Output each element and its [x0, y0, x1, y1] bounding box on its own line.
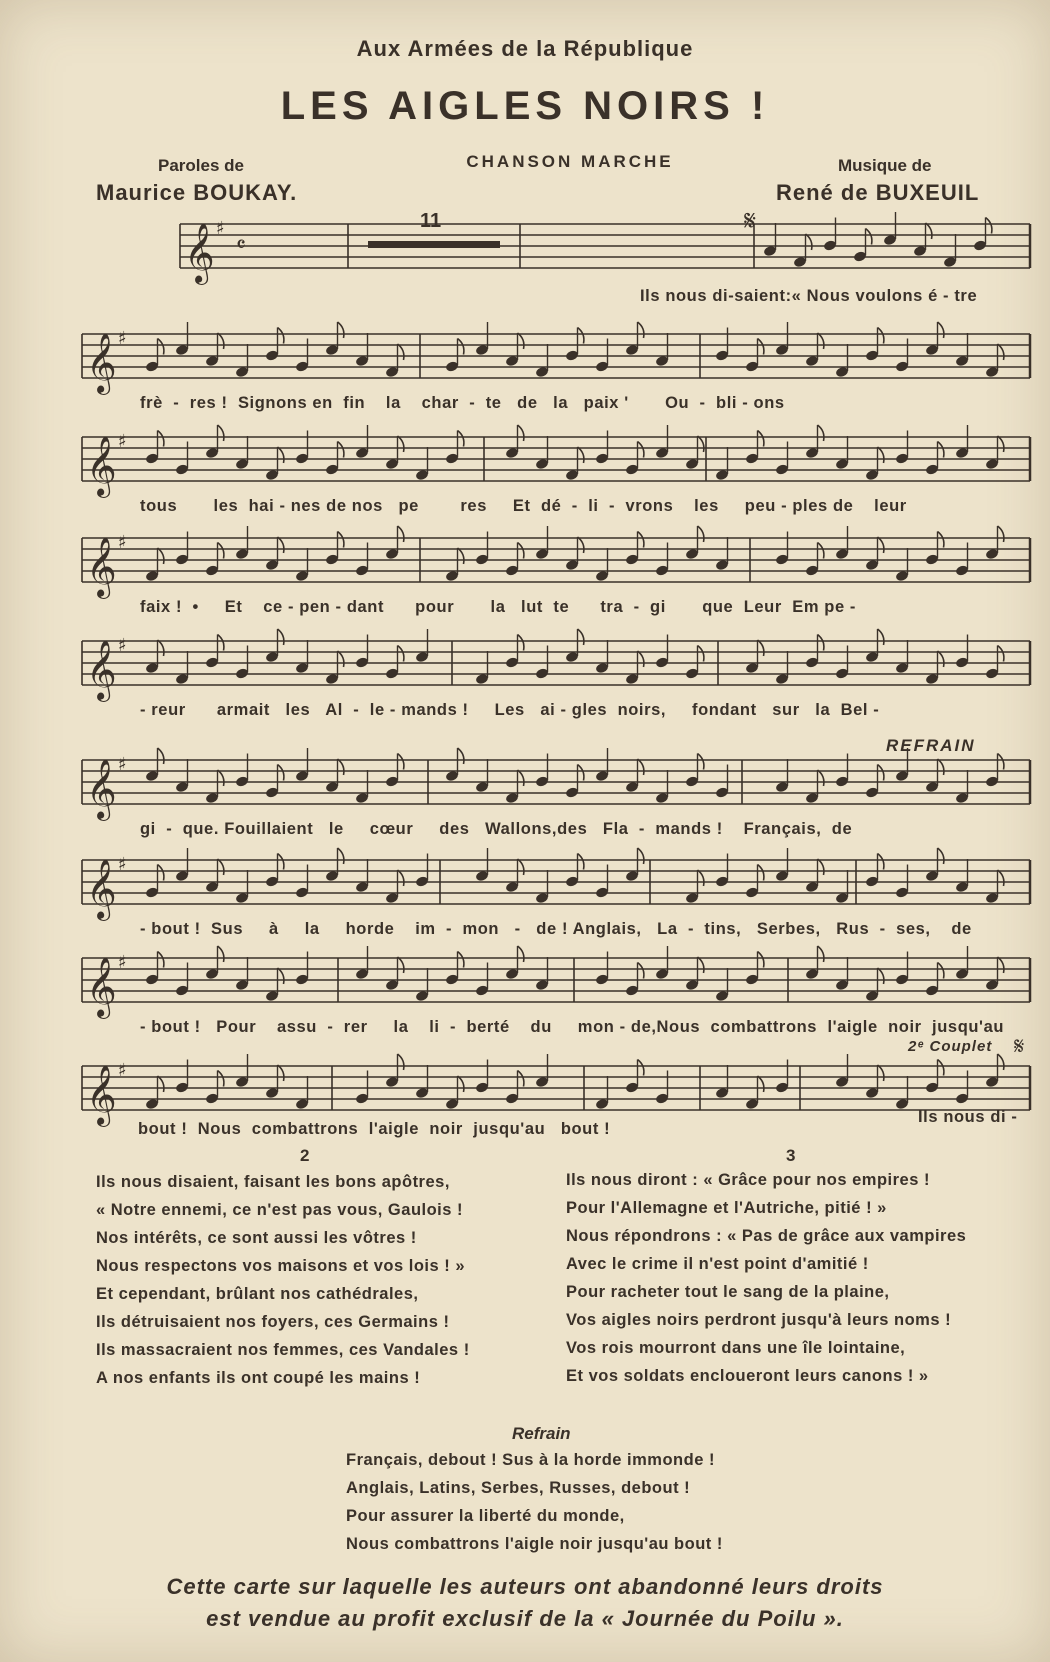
- note-flag: [458, 1076, 464, 1092]
- note-flag: [338, 532, 344, 548]
- note-flag: [998, 957, 1004, 973]
- note-flag: [458, 339, 464, 355]
- multirest-bar: [368, 241, 500, 248]
- key-sharp-icon: ♯: [118, 1060, 127, 1081]
- pickup-lyric: Ils nous di -: [918, 1108, 1018, 1126]
- multirest-count: 11: [420, 210, 442, 232]
- verse-line: Ils nous diront : « Grâce pour nos empires !: [566, 1171, 930, 1189]
- staff-lines: [0, 417, 1050, 507]
- note-flag: [998, 344, 1004, 360]
- note-flag: [998, 870, 1004, 886]
- note-flag: [938, 963, 944, 979]
- note-flag: [638, 532, 644, 548]
- note-flag: [218, 333, 224, 349]
- note-flag: [938, 759, 944, 775]
- staff-lines: [0, 314, 1050, 404]
- key-sharp-icon: ♯: [118, 854, 127, 875]
- verse-line: Vos aigles noirs perdront jusqu'à leurs noms !: [566, 1311, 952, 1329]
- note-flag: [698, 754, 704, 770]
- note-flag: [698, 870, 704, 886]
- genre-label: CHANSON MARCHE: [466, 152, 674, 171]
- note-flag: [938, 848, 944, 864]
- note-flag: [158, 748, 164, 764]
- staff-system: [0, 938, 1050, 1028]
- note-flag: [278, 1065, 284, 1081]
- treble-clef-icon: 𝄞: [86, 859, 117, 919]
- staff-lines: [0, 621, 1050, 711]
- note-flag: [218, 635, 224, 651]
- treble-clef-icon: 𝄞: [86, 759, 117, 819]
- note-flag: [878, 765, 884, 781]
- lyricist-label: Paroles de: [158, 156, 244, 175]
- verse-number-2: 2: [300, 1146, 310, 1165]
- key-sharp-icon: ♯: [118, 532, 127, 553]
- note-flag: [158, 640, 164, 656]
- refrain-line: Français, debout ! Sus à la horde immonde !: [346, 1451, 715, 1469]
- note-flag: [398, 436, 404, 452]
- key-sharp-icon: ♯: [118, 754, 127, 775]
- note-flag: [398, 646, 404, 662]
- note-flag: [458, 952, 464, 968]
- treble-clef-icon: 𝄞: [86, 537, 117, 597]
- note-flag: [218, 770, 224, 786]
- dedication: Aux Armées de la République: [356, 36, 694, 61]
- couplet-marker: 2ᵉ Couplet: [908, 1038, 993, 1055]
- note-flag: [938, 442, 944, 458]
- note-flag: [986, 218, 992, 234]
- refrain-line: Nous combattrons l'aigle noir jusqu'au bout !: [346, 1535, 723, 1553]
- composer-label: Musique de: [838, 156, 932, 175]
- note-flag: [638, 442, 644, 458]
- note-flag: [578, 854, 584, 870]
- key-sharp-icon: ♯: [118, 328, 127, 349]
- composer-name: René de BUXEUIL: [776, 180, 980, 205]
- note-flag: [578, 629, 584, 645]
- note-flag: [398, 870, 404, 886]
- note-flag: [458, 548, 464, 564]
- treble-clef-icon: 𝄞: [86, 436, 117, 496]
- note-flag: [278, 765, 284, 781]
- lyric-line: faix ! • Et ce - pen - dant pour la lut te tra - gi que Leur Em pe -: [140, 598, 857, 616]
- note-flag: [218, 859, 224, 875]
- note-flag: [878, 968, 884, 984]
- lyric-line: frè - res ! Signons en fin la char - te de la paix ' Ou - bli - ons: [140, 394, 785, 412]
- lyric-line: bout ! Nous combattrons l'aigle noir jusqu'au bout !: [138, 1120, 611, 1138]
- footer-line-2: est vendue au profit exclusif de la « Journée du Poilu ».: [206, 1606, 844, 1631]
- note-flag: [338, 322, 344, 338]
- verse-line: Pour racheter tout le sang de la plaine,: [566, 1283, 890, 1301]
- verse-3: [566, 1166, 966, 1390]
- note-flag: [758, 431, 764, 447]
- note-flag: [278, 447, 284, 463]
- note-flag: [518, 425, 524, 441]
- note-flag: [518, 946, 524, 962]
- segno-sign-end: 𝄋: [1014, 1032, 1025, 1060]
- lyricist-name: Maurice BOUKAY.: [96, 180, 298, 205]
- note-flag: [866, 229, 872, 245]
- note-flag: [878, 537, 884, 553]
- lyric-line: tous les hai - nes de nos pe res Et dé - li - vrons les peu - ples de leur: [140, 497, 907, 515]
- note-flag: [938, 1060, 944, 1076]
- note-flag: [398, 754, 404, 770]
- note-flag: [338, 759, 344, 775]
- note-flag: [818, 946, 824, 962]
- note-flag: [278, 629, 284, 645]
- verse-line: « Notre ennemi, ce n'est pas vous, Gaulois !: [96, 1201, 464, 1219]
- note-flag: [878, 854, 884, 870]
- staff-system: [0, 621, 1050, 711]
- note-flag: [998, 754, 1004, 770]
- note-flag: [218, 1071, 224, 1087]
- note-flag: [458, 431, 464, 447]
- song-title: LES AIGLES NOIRS !: [280, 84, 770, 128]
- staff-lines: [0, 518, 1050, 608]
- note-flag: [938, 532, 944, 548]
- note-flag: [938, 322, 944, 338]
- staff-lines: [0, 938, 1050, 1028]
- verse-line: Nous respectons vos maisons et vos lois ! »: [96, 1257, 466, 1275]
- key-sharp-icon: ♯: [118, 952, 127, 973]
- note-flag: [926, 223, 932, 239]
- note-flag: [278, 537, 284, 553]
- lyric-line: - bout ! Sus à la horde im - mon - de ! Anglais, La - tins, Serbes, Rus - ses, de: [140, 920, 972, 938]
- note-flag: [638, 963, 644, 979]
- note-flag: [278, 968, 284, 984]
- note-flag: [698, 957, 704, 973]
- note-flag: [878, 328, 884, 344]
- note-flag: [818, 333, 824, 349]
- note-flag: [638, 848, 644, 864]
- note-flag: [398, 1054, 404, 1070]
- note-flag: [518, 1071, 524, 1087]
- note-flag: [398, 957, 404, 973]
- note-flag: [218, 543, 224, 559]
- verse-line: Pour l'Allemagne et l'Autriche, pitié ! »: [566, 1199, 887, 1217]
- note-flag: [338, 651, 344, 667]
- note-flag: [698, 646, 704, 662]
- verse-line: A nos enfants ils ont coupé les mains !: [96, 1369, 421, 1387]
- note-flag: [818, 635, 824, 651]
- verse-line: Et vos soldats encloueront leurs canons ! »: [566, 1367, 929, 1385]
- note-flag: [158, 431, 164, 447]
- note-flag: [998, 436, 1004, 452]
- staff-system: [0, 417, 1050, 507]
- note-flag: [638, 1060, 644, 1076]
- refrain-title: Refrain: [512, 1424, 571, 1443]
- note-flag: [518, 635, 524, 651]
- treble-clef-icon: 𝄞: [86, 1065, 117, 1125]
- note-flag: [818, 770, 824, 786]
- treble-clef-icon: 𝄞: [86, 957, 117, 1017]
- verse-line: Nos intérêts, ce sont aussi les vôtres !: [96, 1229, 417, 1247]
- segno-sign: 𝄋: [744, 204, 757, 237]
- verse-2: [96, 1168, 470, 1392]
- verse-number-3: 3: [786, 1146, 796, 1165]
- note-flag: [818, 543, 824, 559]
- lyric-line: Ils nous di-saient:« Nous voulons é - tre: [640, 287, 978, 305]
- note-flag: [878, 629, 884, 645]
- verse-line: Ils nous disaient, faisant les bons apôtres,: [96, 1173, 450, 1191]
- verse-line: Ils massacraient nos femmes, ces Vandales !: [96, 1341, 470, 1359]
- note-flag: [878, 447, 884, 463]
- note-flag: [758, 865, 764, 881]
- note-flag: [818, 425, 824, 441]
- note-flag: [818, 859, 824, 875]
- note-flag: [518, 543, 524, 559]
- verse-line: Vos rois mourront dans une île lointaine,: [566, 1339, 906, 1357]
- note-flag: [158, 952, 164, 968]
- staff-lines: [0, 840, 1050, 930]
- note-flag: [578, 328, 584, 344]
- note-flag: [938, 651, 944, 667]
- note-flag: [218, 425, 224, 441]
- note-flag: [398, 344, 404, 360]
- note-flag: [698, 436, 704, 452]
- note-flag: [998, 1054, 1004, 1070]
- note-flag: [158, 1076, 164, 1092]
- note-flag: [518, 859, 524, 875]
- note-flag: [278, 328, 284, 344]
- note-flag: [998, 526, 1004, 542]
- note-flag: [338, 848, 344, 864]
- note-flag: [638, 759, 644, 775]
- lyric-line: gi - que. Fouillaient le cœur des Wallons,des Fla - mands ! Français, de: [140, 820, 853, 838]
- note-flag: [758, 339, 764, 355]
- note-flag: [578, 765, 584, 781]
- note-flag: [278, 854, 284, 870]
- note-flag: [158, 865, 164, 881]
- refrain-line: Pour assurer la liberté du monde,: [346, 1507, 625, 1525]
- refrain-line: Anglais, Latins, Serbes, Russes, debout !: [346, 1479, 691, 1497]
- note-flag: [518, 333, 524, 349]
- treble-clef-icon: 𝄞: [184, 223, 215, 283]
- note-flag: [578, 447, 584, 463]
- note-flag: [338, 442, 344, 458]
- lyric-line: - bout ! Pour assu - rer la li - berté du mon - de,Nous combattrons l'aigle noir jusqu'au: [140, 1018, 1005, 1036]
- key-sharp-icon: ♯: [118, 431, 127, 452]
- verse-line: Nous répondrons : « Pas de grâce aux vampires: [566, 1227, 967, 1245]
- note-flag: [998, 646, 1004, 662]
- note-flag: [878, 1065, 884, 1081]
- staff-system: [0, 518, 1050, 608]
- note-flag: [758, 640, 764, 656]
- staff-system: [0, 314, 1050, 404]
- lyric-line: - reur armait les Al - le - mands ! Les ai - gles noirs, fondant sur la Bel -: [140, 701, 880, 719]
- key-sharp-icon: ♯: [216, 218, 225, 239]
- staff-system: [0, 204, 1050, 294]
- note-flag: [758, 952, 764, 968]
- staff-system: [0, 840, 1050, 930]
- note-flag: [398, 526, 404, 542]
- note-flag: [218, 946, 224, 962]
- refrain-text: [346, 1446, 723, 1558]
- note-flag: [638, 651, 644, 667]
- refrain-marker: REFRAIN: [886, 736, 976, 755]
- verse-line: Avec le crime il n'est point d'amitié !: [566, 1255, 869, 1273]
- note-flag: [458, 748, 464, 764]
- note-flag: [158, 339, 164, 355]
- time-signature-icon: 𝄴: [236, 233, 246, 258]
- treble-clef-icon: 𝄞: [86, 333, 117, 393]
- footer-line-1: Cette carte sur laquelle les auteurs ont abandonné leurs droits: [166, 1574, 884, 1599]
- note-flag: [758, 1076, 764, 1092]
- note-flag: [518, 770, 524, 786]
- note-flag: [698, 526, 704, 542]
- key-sharp-icon: ♯: [118, 635, 127, 656]
- note-flag: [158, 548, 164, 564]
- note-flag: [578, 537, 584, 553]
- note-flag: [638, 322, 644, 338]
- verse-line: Ils détruisaient nos foyers, ces Germains !: [96, 1313, 450, 1331]
- staff-lines: [0, 204, 1050, 294]
- note-flag: [806, 234, 812, 250]
- verse-line: Et cependant, brûlant nos cathédrales,: [96, 1285, 419, 1303]
- treble-clef-icon: 𝄞: [86, 640, 117, 700]
